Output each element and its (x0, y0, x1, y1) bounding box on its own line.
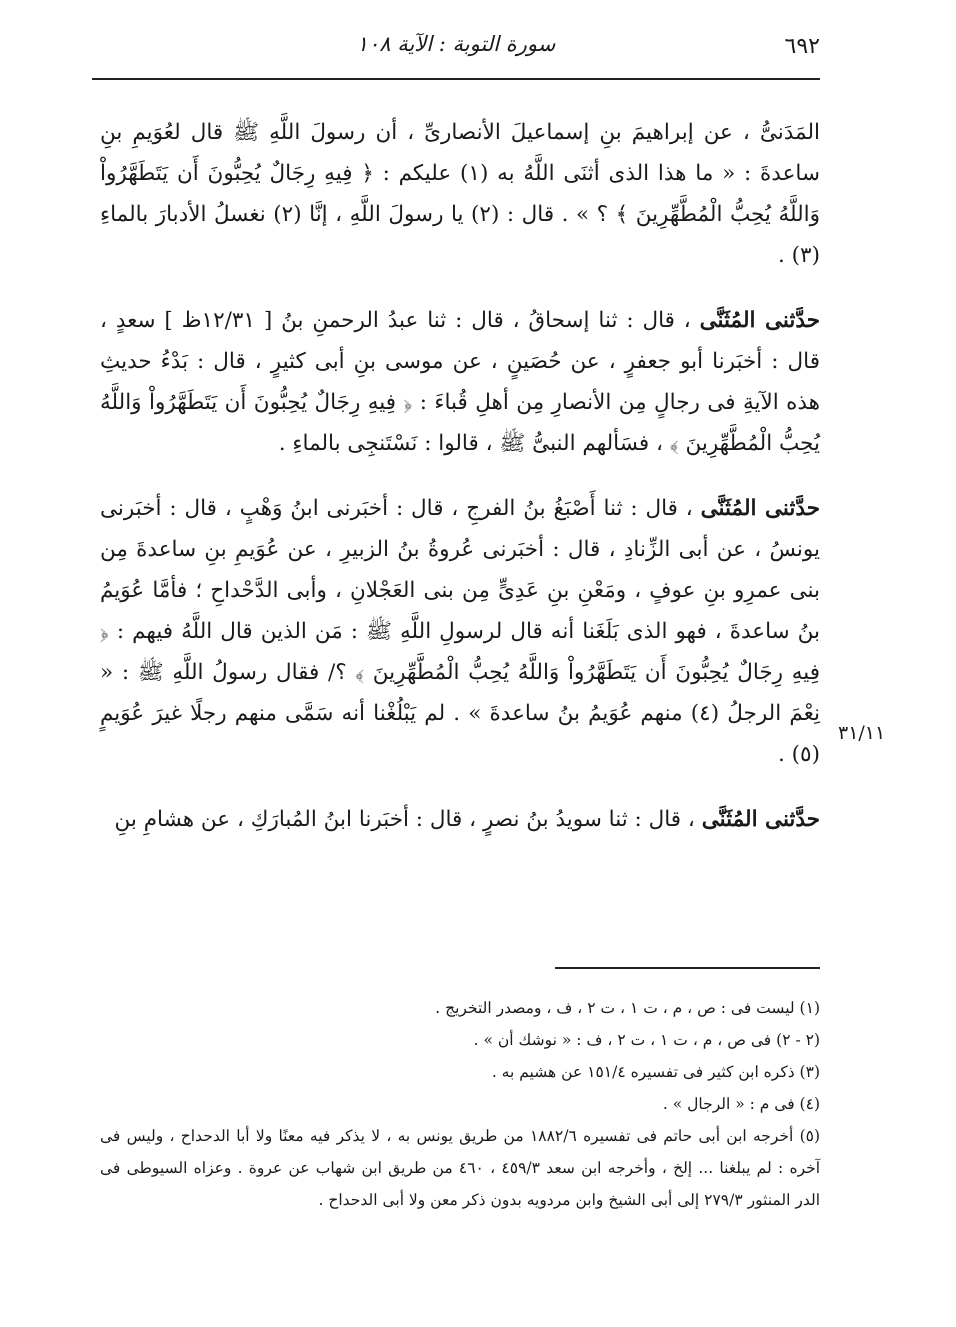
footnote-rule (555, 967, 820, 969)
paragraph-lead: حدَّثنى المُثَنَّى (699, 308, 820, 333)
header-rule (92, 78, 820, 80)
paragraph (100, 300, 820, 464)
paragraph-lead: حدَّثنى المُثَنَّى (700, 496, 820, 521)
footnote: (١) ليست فى : ص ، م ، ت ١ ، ت ٢ ، ف ، ومصدر التخريج . (435, 999, 820, 1017)
footnote: (٤) فى م : « الرجال » . (662, 1095, 820, 1113)
footnote: (٢ - ٢) فى ص ، م ، ت ١ ، ت ٢ ، ف : « نوشك أن » . (473, 1031, 820, 1049)
paragraph (100, 112, 820, 276)
paragraph-text: ، قال : ثنا إسحاقُ ، قال : ثنا عبدُ الرحمنِ بنُ [ ١٢/٣١ظ ] سعدٍ ، قال : أخبَرنا أبو جعفرٍ ، عن حُصَينٍ ، عن موسى بنِ أبى كثيرٍ ، قال : بَدْءُ حديثِ هذه الآيةِ فى رجالٍ مِن الأنصارِ مِن أهلِ قُباءَ : ﴿ فِيهِ رِجَالٌ يُحِبُّونَ أَن يَتَطَهَّرُواْ وَاللَّهُ يُحِبُّ الْمُطَّهِّرِينَ ﴾ ، فسَألهم النبىُّ ﷺ ، قالوا : نَسْتَنجِى بالماءِ . (100, 308, 820, 456)
footnote: (٣) ذكره ابن كثير فى تفسيره ١٥١/٤ عن هشيم به . (491, 1063, 820, 1081)
paragraph-lead: حدَّثنى المُثَنَّى (701, 807, 820, 832)
page-number: ٦٩٢ (784, 34, 820, 59)
main-text (100, 112, 820, 864)
paragraph (100, 799, 820, 840)
footnotes (100, 992, 820, 1216)
running-title: سورة التوبة : الآية ١٠٨ (356, 32, 556, 56)
footnote: (٥) أخرجه ابن أبى حاتم فى تفسيره ١٨٨٢/٦ من طريق يونس به ، لا يذكر فيه معنًا ولا أبا الدحداح ، وليس فى آخره : لم يبلغنا ... إلخ ، وأخرجه ابن سعد ٤٥٩/٣ ، ٤٦٠ من طريق ابن شهاب عن عروة . وعزاه السيوطى فى الدر المنثور ٢٧٩/٣ إلى أبى الشيخ وابن مردويه بدون ذكر معن ولا أبى الدحداح . (100, 1127, 821, 1209)
paragraph (100, 488, 820, 775)
paragraph-text: ، قال : ثنا أَصْبَغُ بنُ الفرجِ ، قال : أخبَرنى ابنُ وَهْبٍ ، قال : أخبَرنى يونسُ ، عن أبى الزِّنادِ ، قال : أخبَرنى عُروةُ بنُ الزبيرِ ، عن عُوَيمِ بنِ ساعدةَ مِن بنى عمرِو بنِ عوفٍ ، ومَعْنِ بنِ عَدِىٍّ مِن بنى العَجْلانِ ، وأبى الدَّحْداحِ ؛ فأمَّا عُوَيمُ بنُ ساعدةَ ، فهو الذى بَلَغَنا أنه قال لرسولِ اللَّهِ ﷺ : مَن الذين قال اللَّهُ فيهم : ﴿ فِيهِ رِجَالٌ يُحِبُّونَ أَن يَتَطَهَّرُواْ وَاللَّهُ يُحِبُّ الْمُطَّهِّرِينَ ﴾ ؟/ فقال رسولُ اللَّهِ ﷺ : « نِعْمَ الرجلُ (٤) منهم عُوَيمُ بنُ ساعدةَ » . لم يَبْلُغْنا أنه سَمَّى منهم رجلًا غيرَ عُوَيمٍ (٥) . (100, 496, 821, 767)
page-header (92, 30, 820, 76)
margin-page-reference: ٣١/١١ (838, 722, 886, 744)
paragraph-text: ، قال : ثنا سويدُ بنُ نصرٍ ، قال : أخبَرنا ابنُ المُبارَكِ ، عن هشامِ بنِ (114, 807, 695, 832)
paragraph-text: المَدَنىُّ ، عن إبراهيمَ بنِ إسماعيلَ الأنصارىِّ ، أن رسولَ اللَّهِ ﷺ قال لعُوَيمِ بنِ ساعدةَ : « ما هذا الذى أثنَى اللَّهُ به (١) عليكم : ﴿ فِيهِ رِجَالٌ يُحِبُّونَ أَن يَتَطَهَّرُواْ وَاللَّهُ يُحِبُّ الْمُطَّهِّرِينَ ﴾ ؟ » . قال : (٢) يا رسولَ اللَّهِ ، إنَّا (٢) نغسلُ الأدبارَ بالماءِ (٣) . (100, 120, 820, 268)
